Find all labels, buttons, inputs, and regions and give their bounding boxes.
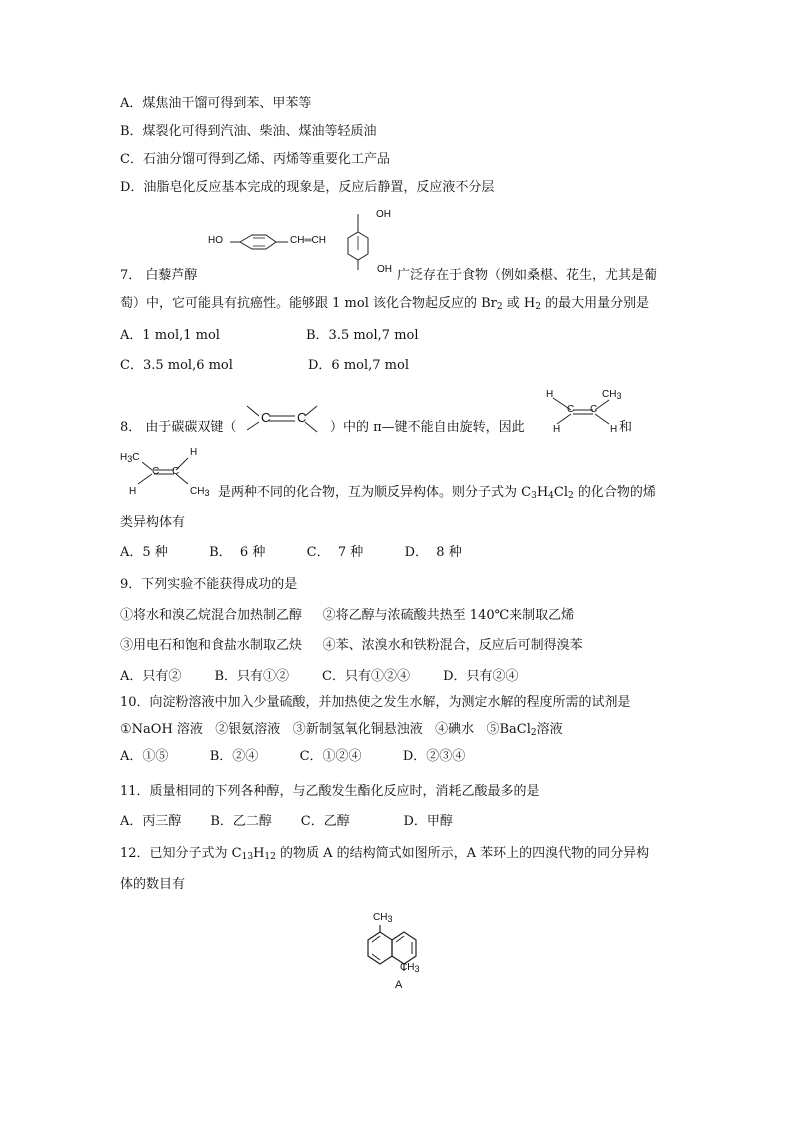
- q9-options: A．只有② B．只有①② C．只有①②④ D．只有②④: [120, 669, 519, 684]
- s1-c1: C: [567, 404, 575, 415]
- s1-ch3: CH: [602, 389, 617, 400]
- s2-c2: C: [172, 466, 180, 477]
- q8-stem-a2: ）中的 π—键不能自由旋转，因此: [330, 420, 525, 435]
- cc-c1: C: [261, 410, 271, 425]
- q12-stem-2: 体的数目有: [120, 877, 186, 892]
- q12-stem: 12．已知分子式为 $C_{13}H_{12}$ 的物质 A 的结构简式如图所示，A 苯环上的四溴代物的同分异构: [120, 846, 650, 862]
- chain-label: CH═CH: [290, 235, 326, 246]
- q11-stem: 11．质量相同的下列各种醇，与乙酸发生酯化反应时，消耗乙酸最多的是: [120, 784, 540, 799]
- s2-ch3: CH: [190, 486, 205, 497]
- q8-stem-c: 类异构体有: [120, 515, 186, 530]
- q7-stem-b: 广泛存在于食物（例如桑椹、花生，尤其是葡: [397, 268, 658, 283]
- q7-stem-c: 萄）中，它可能具有抗癌性。能够跟 1 mol 该化合物起反应的 $Br_2$ 或 $H_2$ 的最大用量分别是: [120, 296, 650, 312]
- q10-line-1: ①NaOH 溶液 ②银氨溶液 ③新制氢氧化铜悬浊液 ④碘水 ⑤BaCl$_2$溶液: [120, 722, 563, 738]
- q11-options: A．丙三醇 B．乙二醇 C．乙醇 D．甲醇: [120, 814, 453, 829]
- s1-h-top-left: H: [546, 389, 554, 400]
- q9-line-1: ①将水和溴乙烷混合加热制乙醇 ②将乙醇与浓硫酸共热至 140℃来制取乙烯: [120, 608, 575, 623]
- s2-h-bottom-left: H: [129, 486, 137, 497]
- q9-line-2: ③用电石和饱和食盐水制取乙炔 ④苯、浓溴水和铁粉混合，反应后可制得溴苯: [120, 638, 583, 653]
- s1-c2: C: [590, 404, 598, 415]
- q7-option-d: D．6 mol,7 mol: [308, 358, 409, 373]
- q7-option-b: B．3.5 mol,7 mol: [306, 328, 419, 343]
- q7-option-c: C．3.5 mol,6 mol: [120, 358, 233, 373]
- s2-h3c: H: [120, 452, 128, 463]
- s2-c1: C: [152, 466, 160, 477]
- q6-option-a: A．煤焦油干馏可得到苯、甲苯等: [120, 96, 312, 111]
- double-bond-icon: [243, 402, 323, 442]
- s1-h-bottom-right: H: [610, 424, 618, 435]
- q8-and: 和: [619, 420, 633, 435]
- q8-stem-a1: 8． 由于碳碳双键（: [120, 420, 237, 435]
- q6-option-c: C．石油分馏可得到乙烯、丙烯等重要化工产品: [120, 152, 390, 167]
- q10-options: A．①⑤ B．②④ C．①②④ D．②③④: [120, 749, 466, 764]
- q9-stem: 9．下列实验不能获得成功的是: [120, 577, 298, 592]
- q7-stem-a: 7． 白藜芦醇: [120, 268, 198, 283]
- oh-top-label: OH: [376, 209, 391, 220]
- q8-stem-b: 是两种不同的化合物，互为顺反异构体。则分子式为 $C_3H_4Cl_2$ 的化合物的烯: [218, 485, 656, 501]
- q6-option-b: B．煤裂化可得到汽油、柴油、煤油等轻质油: [120, 124, 377, 139]
- ho-label: HO: [208, 235, 223, 246]
- oh-bottom-label: OH: [377, 264, 392, 275]
- ch3-bottom-label: CH: [400, 962, 415, 973]
- s1-h-bottom-left: H: [553, 424, 561, 435]
- q6-option-d: D．油脂皂化反应基本完成的现象是，反应后静置，反应液不分层: [120, 180, 495, 195]
- structure-label-a: A: [395, 979, 403, 991]
- q8-options: A．5 种 B． 6 种 C． 7 种 D． 8 种: [120, 545, 462, 560]
- q10-stem: 10．向淀粉溶液中加入少量硫酸，并加热使之发生水解，为测定水解的程度所需的试剂是: [120, 695, 631, 710]
- ch3-top-label: CH: [373, 912, 388, 923]
- cc-c2: C: [297, 410, 307, 425]
- s2-h-top-right: H: [190, 447, 198, 458]
- q7-option-a: A．1 mol,1 mol: [120, 328, 220, 343]
